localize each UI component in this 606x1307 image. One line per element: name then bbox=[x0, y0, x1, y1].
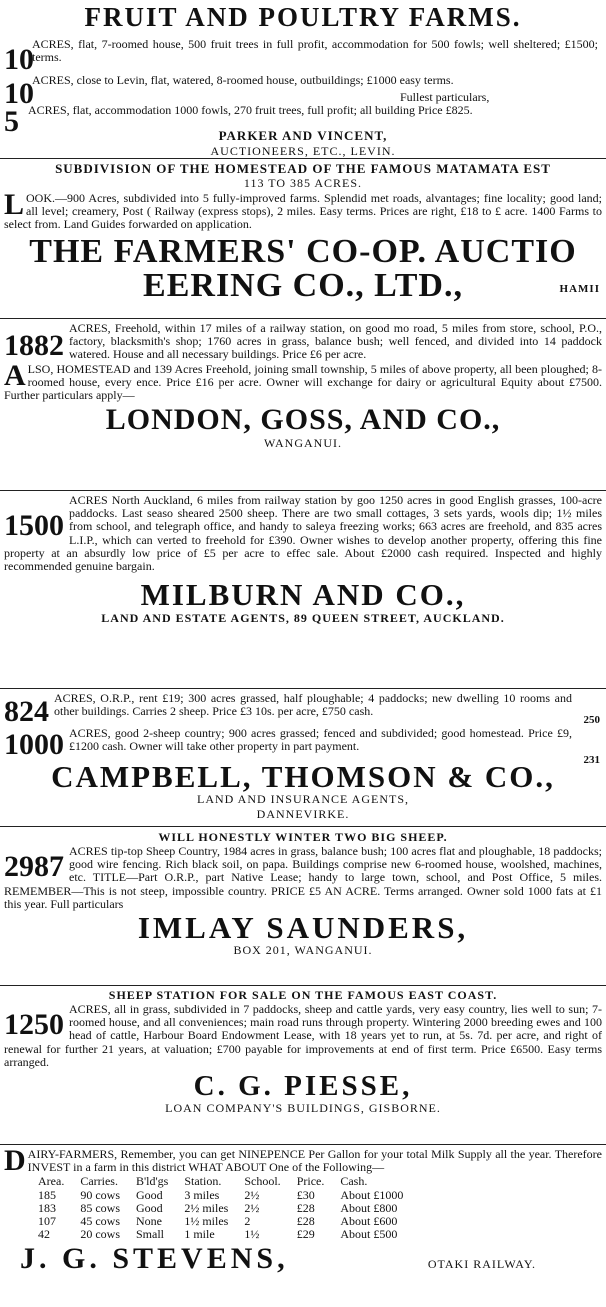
acreage-number: 1500 bbox=[4, 509, 64, 542]
ad-text: ACRES, O.R.P., rent £19; 300 acres grassed, half ploughable; 4 paddocks; new dwelling 10 rooms and other buildings. Carries 2 sheep. Price £3 10s. per acre, £750 cash. bbox=[54, 692, 572, 719]
headline: FRUIT AND POULTRY FARMS. bbox=[84, 2, 522, 32]
divider bbox=[0, 1144, 606, 1145]
column-header: Station. bbox=[184, 1174, 222, 1189]
lot-text: ACRES, flat, 7-roomed house, 500 fruit trees in full profit, accommodation for 500 fowls; well sheltered; £1500; terms. bbox=[32, 37, 598, 65]
cell: 1 mile bbox=[184, 1227, 215, 1242]
cell: About £600 bbox=[340, 1214, 398, 1229]
cell: About £500 bbox=[340, 1227, 398, 1242]
ad-fruit-poultry bbox=[0, 2, 606, 160]
ad-text: OOK.—900 Acres, subdivided into 5 fully-improved farms. Splendid met roads, alvantages; fine locality; good land; all level; creamery, Post ( Railway (express stops), 2 miles. Easy terms. Prices are right, £18 to £ acre. 1400 Farms to select from. Land Guides forwarded on application. bbox=[4, 191, 602, 232]
firm-location: DANNEVIRKE. bbox=[256, 807, 350, 821]
lot-text: ACRES, close to Levin, flat, watered, 8-roomed house, outbuildings; £1000 easy terms. bbox=[32, 73, 454, 87]
cell: 20 cows bbox=[80, 1227, 120, 1242]
ad-text: ACRES, Freehold, within 17 miles of a railway station, on good mo road, 5 miles from store, school, P.O., factory, blacksmith's shop; 1760 acres in grass, balance bush; well fenced, and divided into 14 paddock watered. House and all necessary buildings. Price £6 per acre. bbox=[69, 322, 602, 362]
farms-table bbox=[30, 1174, 411, 1241]
cell: 45 cows bbox=[80, 1214, 120, 1229]
firm-name: THE FARMERS' CO-OP. AUCTIO bbox=[29, 232, 577, 270]
cell: £28 bbox=[296, 1214, 315, 1229]
cell: £28 bbox=[296, 1201, 315, 1216]
ad-matamata bbox=[0, 161, 606, 316]
divider bbox=[0, 688, 606, 689]
cell: 2½ bbox=[244, 1188, 260, 1203]
cell: Good bbox=[136, 1201, 163, 1216]
cell: About £800 bbox=[340, 1201, 398, 1216]
cell: Small bbox=[136, 1227, 165, 1242]
ad-text: ACRES North Auckland, 6 miles from railway station by goo 1250 acres in good English grasses, 100-acre paddocks. Last seaso sheared 2500 sheep. There are two small cottages, 3 sets yards, wools dip; 1½ miles from school, and telegraph office, and handy to saleya freezing works; 663 acres are freehold, and 835 acres L.I.P., which can verted to freehold for £390. Owner wishes to develop another property, offering this fine property at an absurdly low price of £5 per acre to effec sale. About £2000 cash required. Inspected and highly recommended genuine bargain. bbox=[4, 494, 602, 574]
ad-imlay-saunders bbox=[0, 830, 606, 984]
cell: About £1000 bbox=[340, 1188, 404, 1203]
firm-name: C. G. PIESSE, bbox=[193, 1070, 413, 1103]
cell: 1½ miles bbox=[184, 1214, 229, 1229]
headline: SHEEP STATION FOR SALE ON THE FAMOUS EAST COAST. bbox=[108, 988, 498, 1002]
firm-name: MILBURN AND CO., bbox=[140, 577, 466, 613]
firm-name: IMLAY SAUNDERS, bbox=[137, 910, 469, 946]
cell: Good bbox=[136, 1188, 163, 1203]
cell: 1½ bbox=[244, 1227, 260, 1242]
headline: SUBDIVISION OF THE HOMESTEAD OF THE FAMOUS MATAMATA EST bbox=[55, 161, 551, 176]
divider bbox=[0, 826, 606, 827]
firm-subtitle: AUCTIONEERS, ETC., LEVIN. bbox=[210, 144, 396, 158]
column-header: Price. bbox=[296, 1174, 325, 1189]
table-row bbox=[30, 1228, 411, 1241]
firm-name: PARKER AND VINCENT, bbox=[218, 128, 388, 143]
firm-name: CAMPBELL, THOMSON & CO., bbox=[51, 759, 555, 794]
firm-name-continued: EERING CO., LTD., bbox=[143, 266, 463, 304]
lot-number: 5 bbox=[4, 105, 19, 138]
cell: 185 bbox=[38, 1188, 56, 1203]
ad-text: ACRES tip-top Sheep Country, 1984 acres in grass, balance bush; 100 acres flat and ploughable, 18 paddocks; good wire fencing. Rich black soil, on papa. Buildings comprise new 6-roomed house, woolshed, machines, etc. TITLE—Part O.R.P., part Native Lease; handy to large town, school, and Post Office, 5 miles. REMEMBER—This is not steep, impossible country. PRICE £5 AN ACRE. Terms arranged. Owner sold 1000 fats at £1 this year. Full particulars bbox=[4, 844, 602, 911]
firm-location: OTAKI RAILWAY. bbox=[427, 1257, 536, 1272]
ad-campbell-thomson bbox=[0, 692, 606, 822]
firm-name: J. G. STEVENS, bbox=[20, 1242, 289, 1276]
headline: WILL HONESTLY WINTER TWO BIG SHEEP. bbox=[158, 830, 448, 844]
drop-cap: A bbox=[4, 358, 26, 392]
cell: 90 cows bbox=[80, 1188, 120, 1203]
cell: 107 bbox=[38, 1214, 56, 1229]
cell: 2 bbox=[244, 1214, 251, 1229]
acreage-number: 1000 bbox=[4, 728, 64, 761]
lot-number: 10 bbox=[4, 77, 34, 110]
column-header: School. bbox=[244, 1174, 281, 1189]
ad-text: LSO, HOMESTEAD and 139 Acres Freehold, joining small township, 5 miles of above property, all been ploughed; 8-roomed house, every ence. Price £16 per acre. Owner will exchange for dairy or agricultural Equity about £7500. Further particulars apply— bbox=[4, 361, 602, 403]
ad-london-goss bbox=[0, 322, 606, 488]
firm-name: LONDON, GOSS, AND CO., bbox=[105, 403, 501, 437]
drop-cap: L bbox=[4, 188, 25, 221]
divider bbox=[0, 318, 606, 319]
ad-text: ACRES, all in grass, subdivided in 7 paddocks, sheep and cattle yards, very easy country, lies well to sun; 7-roomed house, and all conveniences; main road runs through property. Wintering 2000 breeding ewes and 100 head of cattle, Harbour Board Endowment Lease, with 18 years yet to run, at 5s. 7d. per acre, and right of renewal for further 21 years, at valuation; £700 payable for improvements at end of first term. Price £6500. Easy terms arranged. bbox=[4, 1002, 602, 1069]
column-header: Cash. bbox=[340, 1174, 368, 1189]
side-number: 250 bbox=[583, 714, 600, 726]
ad-text: AIRY-FARMERS, Remember, you can get NINEPENCE Per Gallon for your total Milk Supply all the year. Therefore INVEST in a farm in this district WHAT ABOUT One of the Following— bbox=[27, 1148, 602, 1175]
cell: 3 miles bbox=[184, 1188, 220, 1203]
acreage-number: 2987 bbox=[4, 850, 64, 883]
lot-text: ACRES, flat, accommodation 1000 fowls, 270 fruit trees, full profit; all building Price £825. bbox=[28, 103, 473, 117]
acreage-number: 824 bbox=[4, 695, 49, 728]
cell: None bbox=[136, 1214, 162, 1229]
side-number: 231 bbox=[583, 754, 600, 766]
column-header: Area. bbox=[38, 1174, 65, 1189]
cell: £30 bbox=[296, 1188, 315, 1203]
column-header: Carries. bbox=[80, 1174, 118, 1189]
acreage-number: 1250 bbox=[4, 1008, 64, 1041]
table-header-row bbox=[30, 1174, 411, 1189]
subheadline: 113 TO 385 ACRES. bbox=[243, 176, 363, 190]
ad-text: ACRES, good 2-sheep country; 900 acres grassed; fenced and subdivided; good homestead. Price £9, £1200 cash. Owner will take other property in part payment. bbox=[69, 726, 572, 754]
particulars-note: Fullest particulars, bbox=[400, 90, 490, 104]
firm-subtitle: WANGANUI. bbox=[264, 436, 342, 451]
ad-piesse bbox=[0, 988, 606, 1144]
firm-subtitle: BOX 201, WANGANUI. bbox=[233, 943, 373, 958]
cell: 2½ miles bbox=[184, 1201, 229, 1216]
divider bbox=[0, 158, 606, 159]
ad-milburn bbox=[0, 494, 606, 686]
cell: 183 bbox=[38, 1201, 56, 1216]
lot-number: 10 bbox=[4, 43, 34, 76]
cell: 42 bbox=[38, 1227, 50, 1242]
cell: 2½ bbox=[244, 1201, 260, 1216]
firm-location: HAMII bbox=[559, 282, 600, 295]
divider bbox=[0, 490, 606, 491]
cell: £29 bbox=[296, 1227, 315, 1242]
column-header: B'ld'gs bbox=[136, 1174, 169, 1189]
firm-subtitle: LOAN COMPANY'S BUILDINGS, GISBORNE. bbox=[165, 1101, 441, 1116]
ad-stevens bbox=[0, 1148, 606, 1306]
divider bbox=[0, 985, 606, 986]
firm-subtitle: LAND AND INSURANCE AGENTS, bbox=[196, 792, 409, 806]
firm-subtitle: LAND AND ESTATE AGENTS, 89 QUEEN STREET, AUCKLAND. bbox=[101, 611, 505, 626]
cell: 85 cows bbox=[80, 1201, 120, 1216]
drop-cap: D bbox=[4, 1148, 26, 1177]
acreage-number: 1882 bbox=[4, 329, 64, 362]
